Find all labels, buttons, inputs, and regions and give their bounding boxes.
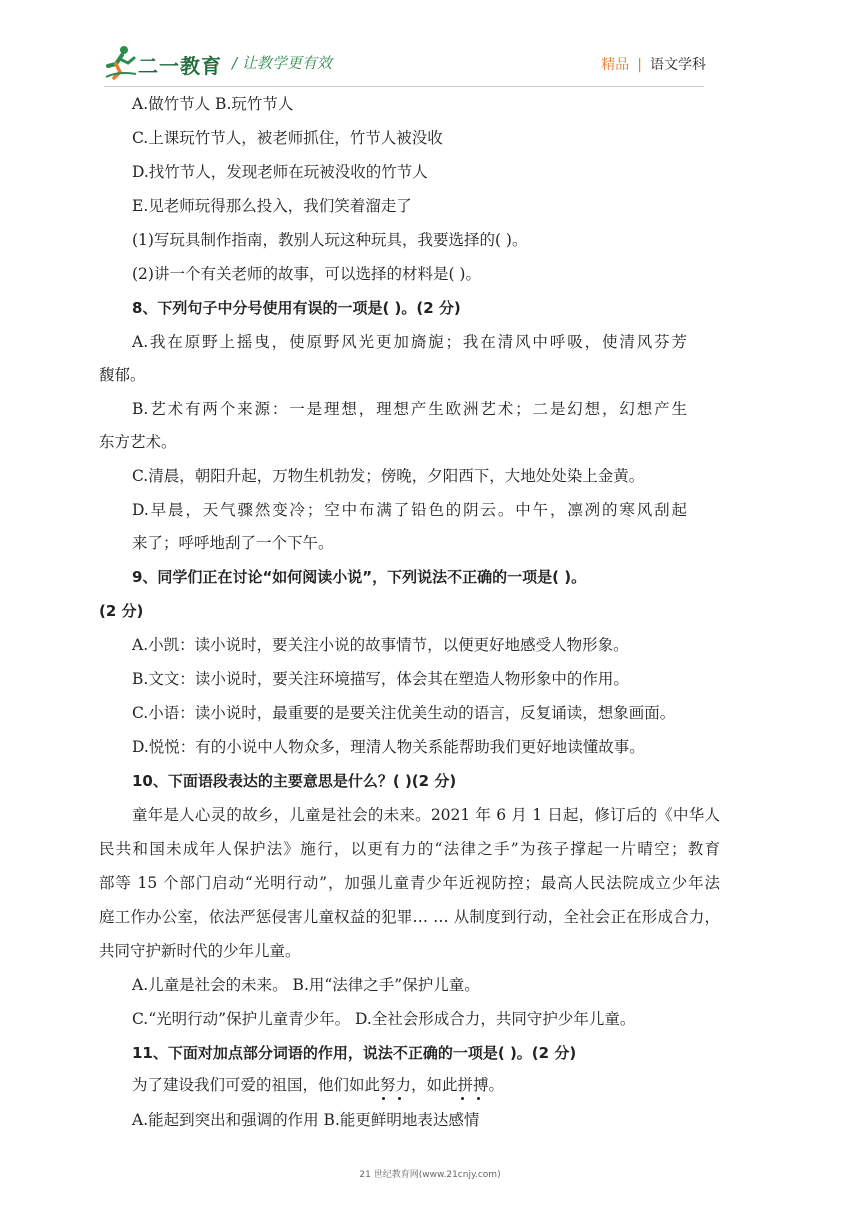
- option-line: E.见老师玩得那么投入，我们笑着溜走了: [132, 197, 412, 215]
- passage-line: 共同守护新时代的少年儿童。: [99, 942, 301, 960]
- option-line: 来了；呼呼地刮了一个下午。: [132, 534, 334, 552]
- passage-line: 童年是人心灵的故乡，儿童是社会的未来。2021 年 6 月 1 日起，修订后的《中华人: [132, 806, 720, 824]
- passage-line: 部等 15 个部门启动“光明行动”，加强儿童青少年近视防控；最高人民法院成立少年法: [99, 874, 720, 892]
- option-line: A.能起到突出和强调的作用 B.能更鲜明地表达感情: [132, 1111, 480, 1129]
- subject-label: [601, 54, 706, 74]
- logo-text: 二一教育: [138, 54, 222, 78]
- example-sentence: 为了建设我们可爱的祖国，他们如此努力，如此拼搏。: [132, 1076, 505, 1094]
- quality-label: 精品: [601, 57, 630, 73]
- slogan: / 让教学更有效: [232, 54, 332, 72]
- option-line: A.小凯：读小说时，要关注小说的故事情节，以便更好地感受人物形象。: [132, 636, 629, 654]
- header-separator: |: [637, 57, 642, 73]
- header-divider: [104, 86, 704, 87]
- emphasis-dot: [382, 1097, 385, 1100]
- emphasis-dot: [398, 1097, 401, 1100]
- brand-logo: [104, 44, 222, 80]
- question-8-title: 8、下列句子中分号使用有误的一项是( )。(2 分): [132, 299, 461, 317]
- option-line: 馥郁。: [99, 366, 146, 384]
- subject-name: 语文学科: [650, 57, 706, 73]
- passage-line: 民共和国未成年人保护法》施行，以更有力的“法律之手”为孩子撑起一片晴空；教育: [99, 840, 720, 858]
- subquestion-line: (2)讲一个有关老师的故事，可以选择的材料是( )。: [132, 265, 481, 283]
- emphasis-dot: [477, 1097, 480, 1100]
- option-line: A.我在原野上摇曳，使原野风光更加旖旎；我在清风中呼吸，使清风芬芳: [132, 333, 687, 351]
- option-line: C.“光明行动”保护儿童青少年。 D.全社会形成合力，共同守护少年儿童。: [132, 1010, 636, 1028]
- question-11-title: 11、下面对加点部分词语的作用，说法不正确的一项是( )。(2 分): [132, 1044, 577, 1062]
- option-line: 东方艺术。: [99, 433, 177, 451]
- option-line: B.文文：读小说时，要关注环境描写，体会其在塑造人物形象中的作用。: [132, 670, 629, 688]
- option-line: C.上课玩竹节人，被老师抓住，竹节人被没收: [132, 129, 443, 147]
- page-header: [0, 0, 860, 90]
- subquestion-line: (1)写玩具制作指南，教别人玩这种玩具，我要选择的( )。: [132, 231, 528, 249]
- option-line: A.做竹节人 B.玩竹节人: [132, 95, 294, 113]
- option-line: D.早晨，天气骤然变冷；空中布满了铅色的阴云。中午，凛冽的寒风刮起: [132, 501, 687, 519]
- page-footer: 21 世纪教育网(www.21cnjy.com): [359, 1170, 501, 1180]
- question-9-title: 9、同学们正在讨论“如何阅读小说”，下列说法不正确的一项是( )。: [132, 568, 587, 586]
- runner-icon: [104, 44, 138, 80]
- question-9-score: (2 分): [99, 602, 144, 620]
- option-line: D.悦悦：有的小说中人物众多，理清人物关系能帮助我们更好地读懂故事。: [132, 738, 645, 756]
- option-line: C.清晨，朝阳升起，万物生机勃发；傍晚，夕阳西下，大地处处染上金黄。: [132, 467, 645, 485]
- option-line: D.找竹节人，发现老师在玩被没收的竹节人: [132, 163, 428, 181]
- question-10-title: 10、下面语段表达的主要意思是什么？( )(2 分): [132, 772, 457, 790]
- emphasis-dot: [461, 1097, 464, 1100]
- option-line: C.小语：读小说时，最重要的是要关注优美生动的语言，反复诵读，想象画面。: [132, 704, 676, 722]
- passage-line: 庭工作办公室，依法严惩侵害儿童权益的犯罪… … 从制度到行动，全社会正在形成合力，: [99, 908, 720, 926]
- option-line: A.儿童是社会的未来。 B.用“法律之手”保护儿童。: [132, 976, 480, 994]
- option-line: B.艺术有两个来源：一是理想，理想产生欧洲艺术；二是幻想，幻想产生: [132, 400, 687, 418]
